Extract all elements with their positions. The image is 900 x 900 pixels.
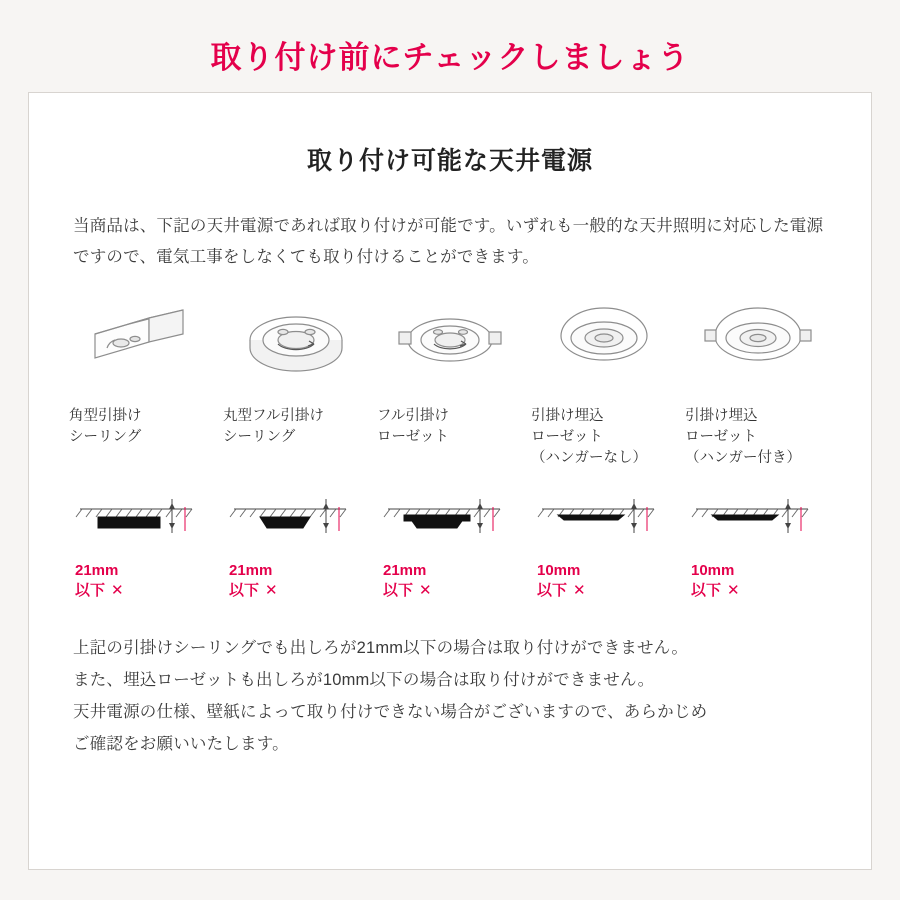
square-ceiling-rosette-icon (67, 294, 217, 394)
caption-line-1: 引掛け埋込 (685, 408, 758, 425)
protrusion-diagram-icon (67, 493, 217, 555)
footnote-line-2: また、埋込ローゼットも出しろが10mm以下の場合は取り付けができません。 (73, 670, 655, 689)
list-item (681, 294, 835, 469)
measure-mark: ✕ (265, 582, 278, 600)
measure-value: 21mm (383, 562, 427, 580)
measure-value: 21mm (229, 562, 273, 580)
measure-value: 10mm (537, 562, 581, 580)
measure-value: 10mm (691, 562, 735, 580)
list-item (373, 294, 527, 469)
list-item-caption (219, 406, 373, 448)
caption-line-3: （ハンガーなし） (531, 450, 647, 467)
list-item (219, 294, 373, 469)
measure-condition: 以下 (229, 582, 260, 600)
list-item (65, 493, 219, 602)
caption-line-2: ローゼット (531, 429, 603, 446)
card-lead-text: 当商品は、下記の天井電源であれば取り付けが可能です。いずれも一般的な天井照明に対応した電源ですので、電気工事をしなくても取り付けることができます。 (73, 217, 824, 266)
protrusion-diagram-icon (375, 493, 525, 555)
caption-line-2: シーリング (223, 429, 296, 446)
measure-label (219, 561, 373, 602)
measure-label (681, 561, 835, 602)
measure-condition: 以下 (691, 582, 722, 600)
recessed-rosette-with-hanger-icon (683, 294, 833, 394)
measure-label (373, 561, 527, 602)
recessed-rosette-no-hanger-icon (529, 294, 679, 394)
caption-line-1: 引掛け埋込 (531, 408, 604, 425)
measure-mark: ✕ (573, 582, 586, 600)
full-hook-rosette-icon (375, 294, 525, 394)
card-title: 取り付け可能な天井電源 (306, 147, 593, 175)
caption-line-1: フル引掛け (377, 408, 449, 425)
measure-condition: 以下 (537, 582, 568, 600)
measure-condition: 以下 (75, 582, 106, 600)
list-item-caption (527, 406, 681, 469)
list-item-caption (681, 406, 835, 469)
list-item (681, 493, 835, 602)
page-title: 取り付け前にチェックしましょう (210, 40, 690, 75)
caption-line-1: 角型引掛け (69, 408, 142, 425)
list-item (527, 294, 681, 469)
protrusion-diagram-flat-icon (529, 493, 679, 555)
measure-label (527, 561, 681, 602)
content-card (28, 92, 872, 870)
protrusion-measure-list (29, 469, 871, 602)
list-item (373, 493, 527, 602)
caption-line-3: （ハンガー付き） (685, 450, 801, 467)
measure-mark: ✕ (419, 582, 432, 600)
measure-value: 21mm (75, 562, 119, 580)
footnote-line-4: ご確認をお願いいたします。 (73, 735, 289, 754)
protrusion-diagram-icon (221, 493, 371, 555)
list-item (219, 493, 373, 602)
caption-line-2: ローゼット (377, 429, 449, 446)
ceiling-power-item-list (29, 272, 871, 469)
measure-label (65, 561, 219, 602)
measure-mark: ✕ (727, 582, 740, 600)
list-item-caption (373, 406, 527, 448)
list-item (527, 493, 681, 602)
caption-line-1: 丸型フル引掛け (223, 408, 324, 425)
footnote-block (29, 602, 871, 761)
measure-mark: ✕ (111, 582, 124, 600)
caption-line-2: シーリング (69, 429, 142, 446)
caption-line-2: ローゼット (685, 429, 757, 446)
protrusion-diagram-flat-icon (683, 493, 833, 555)
footnote-line-3: 天井電源の仕様、壁紙によって取り付けできない場合がございますので、あらかじめ (73, 702, 708, 721)
round-full-ceiling-rosette-icon (221, 294, 371, 394)
measure-condition: 以下 (383, 582, 414, 600)
list-item-caption (65, 406, 219, 448)
list-item (65, 294, 219, 469)
footnote-line-1: 上記の引掛けシーリングでも出しろが21mm以下の場合は取り付けができません。 (73, 638, 689, 657)
